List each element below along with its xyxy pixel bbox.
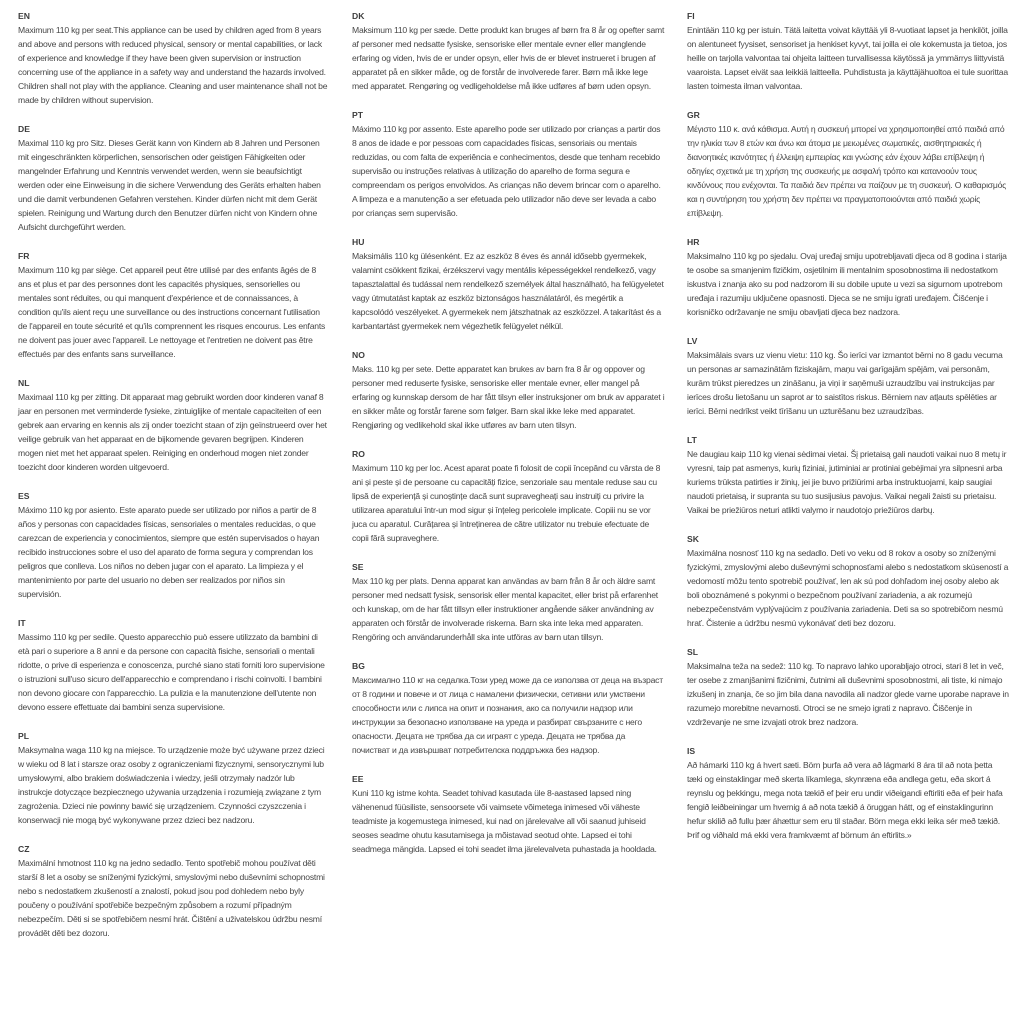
- section-lv: [687, 334, 1009, 418]
- section-text-de: Maximal 110 kg pro Sitz. Dieses Gerät kann von Kindern ab 8 Jahren und Personen mit eingeschränkten körperlichen, sensorischen oder geistigen Fähigkeiten oder mangelnder Erfahrung und Kenntnis verwendet werden, wenn sie beaufsichtigt werden oder eine Einweisung in die sichere Verwendung des Geräts erhalten haben und die damit verbundenen Gefahren verstehen. Kinder dürfen nicht mit dem Gerät spielen. Reinigung und Wartung durch den Benutzer dürfen nicht von Kindern ohne Aufsicht durchgeführt werden.: [18, 138, 321, 232]
- section-pt: [352, 108, 665, 220]
- section-text-pt: Máximo 110 kg por assento. Este aparelho pode ser utilizado por crianças a partir dos 8 anos de idade e por pessoas com capacidades físicas, sensoriais ou mentais reduzidas, ou com falta de experiência e conhecimentos, desde que tenham recebido supervisão ou instruções relativas à utilização do aparelho de forma segura e compreendam os perigos envolvidos. As crianças não devem brincar com o aparelho. A limpeza e a manutenção a ser efetuada pelo utilizador não deve ser levada a cabo por crianças sem supervisão.: [352, 124, 661, 218]
- language-code-hr: HR: [687, 237, 700, 247]
- section-cz: [18, 842, 330, 940]
- language-code-se: SE: [352, 562, 364, 572]
- language-code-es: ES: [18, 491, 30, 501]
- section-text-es: Máximo 110 kg por asiento. Este aparato puede ser utilizado por niños a partir de 8 años y personas con capacidades físicas, sensoriales o mentales reducidas, o que carezcan de experiencia y conocimientos, siempre que estén supervisados o hayan recibido instrucciones sobre el uso del aparato de forma segura y comprendan los peligros que conlleva. Los niños no deben jugar con el aparato. La limpieza y el mantenimiento por parte del usuario no deben ser realizados por niños sin supervisión.: [18, 505, 320, 599]
- section-text-is: Að hámarki 110 kg á hvert sæti. Börn þurfa að vera að lágmarki 8 ára til að nota þetta tæki og einstaklingar með skerta líkamlega, skynræna eða andlega getu, eða skort á reynslu og þekkingu, mega nota tækið ef þeir eru undir viðeigandi eftirliti eða ef þeir hafa fengið leiðbeiningar um hvernig á að nota tækið á öruggan hátt, og ef einstaklingurinn hefur skilið að fullu þær áhættur sem eru til staðar. Börn mega ekki leika sér með tækið. Þrif og viðhald má ekki vera framkvæmt af börnum án eftirlits.»: [687, 760, 1003, 840]
- section-dk: [352, 9, 665, 93]
- section-hr: [687, 235, 1009, 319]
- language-code-nl: NL: [18, 378, 30, 388]
- section-text-fr: Maximum 110 kg par siège. Cet appareil peut être utilisé par des enfants âgés de 8 ans et plus et par des personnes dont les capacités physiques, sensorielles ou mentales sont réduites, ou qui manquent d'expérience et de connaissances, à condition qu'ils aient reçu une surveillance ou des instructions concernant l'utilisation de l'appareil en toute sécurité et qu'ils comprennent les risques encourus. Les enfants ne doivent pas jouer avec l'appareil. Le nettoyage et l'entretien ne doivent pas être effectués par des enfants sans surveillance.: [18, 265, 326, 359]
- section-text-it: Massimo 110 kg per sedile. Questo apparecchio può essere utilizzato da bambini di età pari o superiore a 8 anni e da persone con capacità fisiche, sensoriali o mentali ridotte, o prive di esperienza e conoscenza, purché siano stati forniti loro supervisione o istruzioni sull'uso sicuro dell'apparecchio e comprendano i rischi coinvolti. I bambini non devono giocare con l'apparecchio. La pulizia e la manutenzione dell'utente non devono essere effettuate dai bambini senza supervisione.: [18, 632, 325, 712]
- section-text-dk: Maksimum 110 kg per sæde. Dette produkt kan bruges af børn fra 8 år og opefter samt af personer med nedsatte fysiske, sensoriske eller mentale evner eller manglende erfaring og viden, hvis de er under opsyn, eller hvis de er blevet instrueret i brugen af apparatet på en sikker måde, og de forstår de involverede farer. Børn må ikke lege med apparatet. Rengøring og vedligeholdelse må ikke udføres af børn uden opsyn.: [352, 25, 665, 91]
- language-code-it: IT: [18, 618, 26, 628]
- section-text-sk: Maximálna nosnosť 110 kg na sedadlo. Deti vo veku od 8 rokov a osoby so zníženými fyzickými, zmyslovými alebo duševnými schopnosťami alebo s nedostatkom skúseností a vedomostí môžu tento spotrebič používať, len ak sú pod dohľadom inej osoby alebo ak boli oboznámené s pokynmi o bezpečnom používaní zariadenia, a ak rozumejú nebezpečenstvám vyplývajúcim z používania zariadenia. Deti sa so spotrebičom nesmú hrať. Čistenie a údržbu nesmú vykonávať deti bez dozoru.: [687, 548, 1009, 628]
- section-is: [687, 744, 1009, 842]
- language-code-is: IS: [687, 746, 696, 756]
- language-code-bg: BG: [352, 661, 365, 671]
- language-code-lv: LV: [687, 336, 698, 346]
- section-de: [18, 122, 330, 234]
- language-code-pl: PL: [18, 731, 29, 741]
- section-no: [352, 348, 665, 432]
- section-sl: [687, 645, 1009, 729]
- section-es: [18, 489, 330, 601]
- section-lt: [687, 433, 1009, 517]
- language-code-hu: HU: [352, 237, 365, 247]
- section-ro: [352, 447, 665, 545]
- language-code-gr: GR: [687, 110, 700, 120]
- section-fr: [18, 249, 330, 361]
- section-text-pl: Maksymalna waga 110 kg na miejsce. To urządzenie może być używane przez dzieci w wieku od 8 lat i starsze oraz osoby z ograniczeniami fizycznymi, sensorycznymi lub umysłowymi, albo brakiem doświadczenia i wiedzy, jeśli otrzymały nadzór lub instrukcje dotyczące bezpiecznego używania urządzenia i rozumieją związane z tym zagrożenia. Dzieci nie powinny bawić się urządzeniem. Czynności czyszczenia i konserwacji nie mogą być wykonywane przez dzieci bez nadzoru.: [18, 745, 325, 825]
- section-it: [18, 616, 330, 714]
- language-code-pt: PT: [352, 110, 363, 120]
- section-text-hr: Maksimalno 110 kg po sjedalu. Ovaj uređaj smiju upotrebljavati djeca od 8 godina i starija te osobe sa smanjenim fizičkim, osjetilnim ili mentalnim sposobnostima ili nedostatkom iskustva i znanja ako su pod nadzorom ili su dobile upute u vezi sa sigurnom upotrebom uređaja i razumiju uključene opasnosti. Djeca se ne smiju igrati uređajem. Čišćenje i korisničko održavanje ne smiju obavljati djeca bez nadzora.: [687, 251, 1007, 317]
- column-2: [352, 9, 665, 955]
- language-code-ee: EE: [352, 774, 364, 784]
- language-code-fi: FI: [687, 11, 695, 21]
- section-pl: [18, 729, 330, 827]
- section-sk: [687, 532, 1009, 630]
- section-text-ee: Kuni 110 kg istme kohta. Seadet tohivad kasutada üle 8-aastased lapsed ning vähenenud füüsiliste, sensoorsete või vaimsete võimetega inimesed või väheste teadmiste ja kogemustega inimesed, kui nad on järelevalve all või saanud juhiseid seoses seadme ohutu kasutamisega ja mõistavad seotud ohte. Lapsed ei tohi seadmega mängida. Lapsed ei tohi seadet ilma järelevalveta puhastada ja hooldada.: [352, 788, 657, 854]
- section-text-lv: Maksimālais svars uz vienu vietu: 110 kg. Šo ierīci var izmantot bērni no 8 gadu vecuma un personas ar samazinātām fiziskajām, maņu vai garīgajām spējām, vai personām, kurām trūkst pieredzes un zināšanu, ja viņi ir saņēmuši uzraudzību vai instrukcijas par ierīces drošu lietošanu un saprot ar to saistītos riskus. Bērniem nav atļauts spēlēties ar ierīci. Bērni nedrīkst veikt tīrīšanu un uzturēšanu bez uzraudzības.: [687, 350, 1003, 416]
- section-text-no: Maks. 110 kg per sete. Dette apparatet kan brukes av barn fra 8 år og oppover og personer med reduserte fysiske, sensoriske eller mentale evner, eller mangel på erfaring og kunnskap dersom de har fått tilsyn eller instruksjoner om bruk av apparatet i en sikker måte og forstår farene som følger. Barn skal ikke leke med apparatet. Rengjøring og vedlikehold skal ikke utføres av barn uten tilsyn.: [352, 364, 665, 430]
- section-text-lt: Ne daugiau kaip 110 kg vienai sėdimai vietai. Šį prietaisą gali naudoti vaikai nuo 8 metų ir vyresni, taip pat asmenys, kurių fiziniai, jutiminiai ar protiniai gebėjimai yra silpnesni arba kuriems trūksta patirties ir žinių, jei jie buvo prižiūrimi arba instruktuojami, kaip saugiai naudoti prietaisą, ir supranta su tuo susijusius pavojus. Vaikai negali žaisti su prietaisu. Vaikai be priežiūros neturi atlikti valymo ir naudotojo priežiūros darbų.: [687, 449, 1007, 515]
- section-en: [18, 9, 330, 107]
- language-code-fr: FR: [18, 251, 30, 261]
- language-code-de: DE: [18, 124, 30, 134]
- language-code-dk: DK: [352, 11, 365, 21]
- section-text-nl: Maximaal 110 kg per zitting. Dit apparaat mag gebruikt worden door kinderen vanaf 8 jaar en personen met verminderde fysieke, zintuiglijke of mentale capaciteiten of een gebrek aan ervaring en kennis als zij onder toezicht staan of zijn geïnstrueerd over het veilige gebruik van het apparaat en de bijkomende gevaren begrijpen. Kinderen mogen niet met het apparaat spelen. Reiniging en onderhoud mogen niet zonder toezicht door kinderen worden uitgevoerd.: [18, 392, 327, 472]
- section-text-hu: Maksimális 110 kg ülésenként. Ez az eszköz 8 éves és annál idősebb gyermekek, valamint csökkent fizikai, érzékszervi vagy mentális képességekkel rendelkező, vagy tapasztalattal és tudással nem rendelkező személyek által használható, ha felügyeletet vagy útmutatást kaptak az eszköz biztonságos használatáról, és megértik a kapcsolódó veszélyeket. A gyermekek nem játszhatnak az eszközzel. A takarítást és a karbantartást gyermekek nem végezhetik felügyelet nélkül.: [352, 251, 664, 331]
- column-1: [18, 9, 330, 955]
- column-3: [687, 9, 1009, 955]
- section-text-sl: Maksimalna teža na sedež: 110 kg. To napravo lahko uporabljajo otroci, stari 8 let in več, ter osebe z zmanjšanimi fizičnimi, čutnimi ali duševnimi sposobnostmi, ali tiste, ki nimajo izkušenj in znanja, če so jim bila dana navodila ali nadzor glede varne uporabe naprave in razumejo morebitne nevarnosti. Otroci se ne smejo igrati z napravo. Čiščenje in vzdrževanje ne sme izvajati otrok brez nadzora.: [687, 661, 1009, 727]
- language-code-ro: RO: [352, 449, 365, 459]
- section-se: [352, 560, 665, 644]
- language-code-sk: SK: [687, 534, 699, 544]
- language-code-no: NO: [352, 350, 365, 360]
- section-text-fi: Enintään 110 kg per istuin. Tätä laitetta voivat käyttää yli 8-vuotiaat lapset ja henkilöt, joilla on alentuneet fyysiset, sensoriset ja henkiset kyvyt, tai joilla ei ole kokemusta ja tietoa, jos heille on tarjolla valvontaa tai ohjeita laitteen turvallisessa käytössä ja ymmärrys liittyvistä vaaroista. Lapset eivät saa leikkiä laitteella. Puhdistusta ja käyttäjähuoltoa ei tule suorittaa lasten toimesta ilman valvontaa.: [687, 25, 1008, 91]
- section-gr: [687, 108, 1009, 220]
- language-code-cz: CZ: [18, 844, 30, 854]
- section-text-bg: Максимално 110 кг на седалка.Този уред може да се използва от деца на възраст от 8 години и повече и от лица с намалени физически, сетивни или умствени способности или с липса на опит и познания, ако са получили надзор или инструкции за безопасно използване на уреда и разбират свързаните с него опасности. Децата не трябва да си играят с уреда. Децата не трябва да почистват и да извършват потребителска поддръжка без надзор.: [352, 675, 663, 755]
- section-text-cz: Maximální hmotnost 110 kg na jedno sedadlo. Tento spotřebič mohou používat děti starší 8 let a osoby se sníženými fyzickými, smyslovými nebo duševními schopnostmi nebo s nedostatkem zkušeností a znalostí, pokud jsou pod dohledem nebo byly poučeny o používání spotřebiče bezpečným způsobem a rozumí případným nebezpečím. Děti si se spotřebičem nesmí hrát. Čištění a uživatelskou údržbu nesmí provádět děti bez dozoru.: [18, 858, 325, 938]
- language-code-lt: LT: [687, 435, 697, 445]
- language-code-sl: SL: [687, 647, 698, 657]
- section-text-se: Max 110 kg per plats. Denna apparat kan användas av barn från 8 år och äldre samt personer med nedsatt fysisk, sensorisk eller mental kapacitet, eller brist på erfarenhet och kunskap, om de har fått tillsyn eller instruktioner angående säker användning av apparaten och förstår de involverade riskerna. Barn ska inte leka med apparaten. Rengöring och användarunderhåll ska inte utföras av barn utan tillsyn.: [352, 576, 658, 642]
- section-ee: [352, 772, 665, 856]
- section-fi: [687, 9, 1009, 93]
- section-text-en: Maximum 110 kg per seat.This appliance can be used by children aged from 8 years and above and persons with reduced physical, sensory or mental capabilities, or lack of experience and knowledge if they have been given supervision or instruction concerning use of the appliance in a safety way and understand the hazards involved. Children shall not play with the appliance. Cleaning and user maintenance shall not be made by children without supervision.: [18, 25, 328, 105]
- section-text-ro: Maximum 110 kg per loc. Acest aparat poate fi folosit de copii începând cu vârsta de 8 ani și peste și de persoane cu capacități fizice, senzoriale sau mentale reduse sau cu lipsă de experiență și cunoștințe dacă sunt supravegheați sau instruiți cu privire la utilizarea aparatului într-un mod sigur și înțeleg pericolele implicate. Copiii nu se vor juca cu aparatul. Curățarea și întreținerea de către utilizator nu trebuie efectuate de copii fără supraveghere.: [352, 463, 661, 543]
- section-nl: [18, 376, 330, 474]
- language-code-en: EN: [18, 11, 30, 21]
- section-bg: [352, 659, 665, 757]
- section-hu: [352, 235, 665, 333]
- section-text-gr: Μέγιστο 110 κ. ανά κάθισμα. Αυτή η συσκευή μπορεί να χρησιμοποιηθεί από παιδιά από την ηλικία των 8 ετών και άνω και άτομα με μειωμένες σωματικές, αισθητηριακές ή διανοητικές ικανότητες ή έλλειψη εμπειρίας και γνώσης εάν έχουν λάβει επίβλεψη ή οδηγίες σχετικά με τη χρήση της συσκευής με ασφαλή τρόπο και κατανοούν τους κινδύνους που ενέχονται. Τα παιδιά δεν πρέπει να παίζουν με τη συσκευή. Ο καθαρισμός και η συντήρηση του χρήστη δεν πρέπει να πραγματοποιούνται από παιδιά χωρίς επίβλεψη.: [687, 124, 1007, 218]
